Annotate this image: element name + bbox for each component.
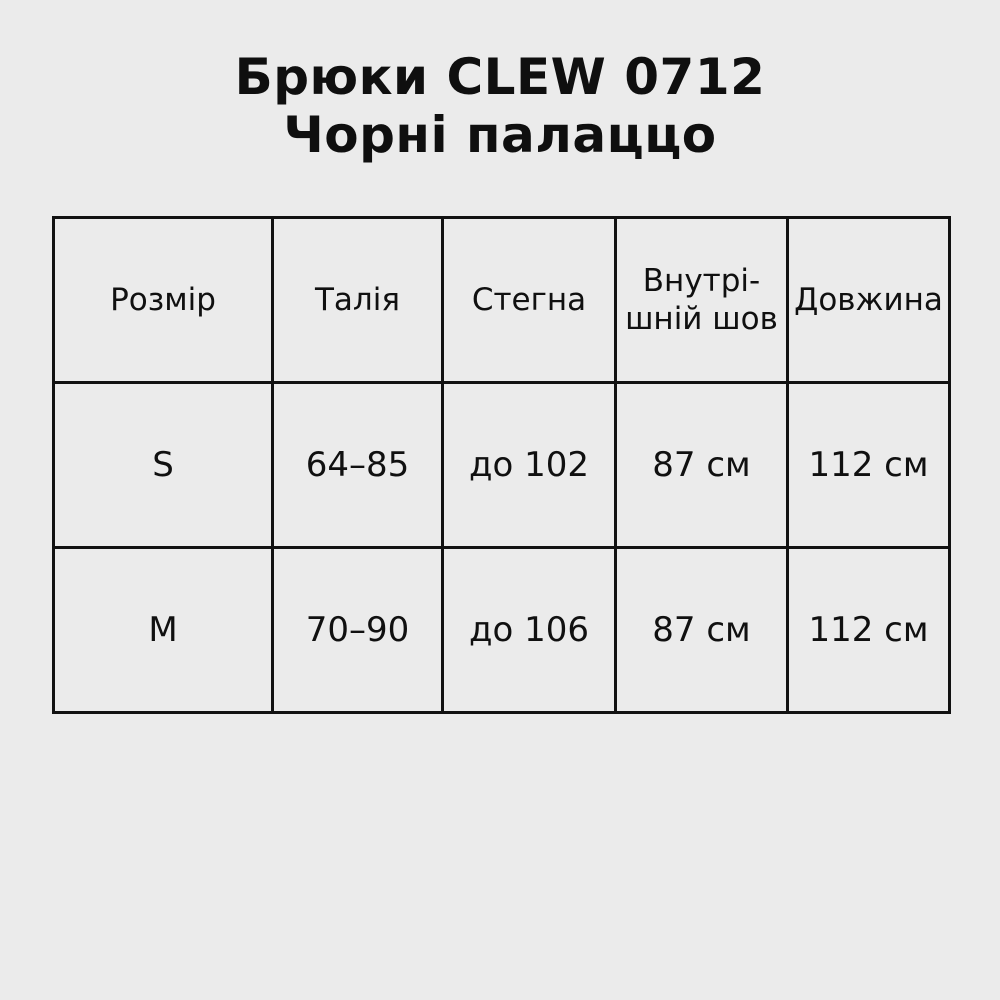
table-body <box>54 383 950 713</box>
table-header <box>54 218 950 383</box>
cell-hips: до 102 <box>443 383 616 548</box>
header-size: Розмір <box>54 218 273 383</box>
header-waist: Талія <box>273 218 443 383</box>
cell-length: 112 см <box>788 383 950 548</box>
cell-inseam: 87 см <box>616 548 788 713</box>
cell-waist: 70–90 <box>273 548 443 713</box>
header-inseam-line-1: Внутрі- <box>642 262 761 299</box>
header-inseam-line-2: шній шов <box>625 301 778 337</box>
size-table-wrapper <box>0 216 1000 714</box>
cell-inseam: 87 см <box>616 383 788 548</box>
header-hips: Стегна <box>443 218 616 383</box>
size-table <box>52 216 951 714</box>
title-line-1: Брюки CLEW 0712 <box>234 48 766 106</box>
cell-size: S <box>54 383 273 548</box>
cell-size: M <box>54 548 273 713</box>
header-inseam <box>616 218 788 383</box>
page-title <box>0 0 1000 164</box>
table-header-row <box>54 218 950 383</box>
cell-waist: 64–85 <box>273 383 443 548</box>
cell-length: 112 см <box>788 548 950 713</box>
table-row <box>54 383 950 548</box>
cell-hips: до 106 <box>443 548 616 713</box>
title-line-2: Чорні палаццо <box>283 106 717 164</box>
table-row <box>54 548 950 713</box>
header-length: Довжина <box>788 218 950 383</box>
